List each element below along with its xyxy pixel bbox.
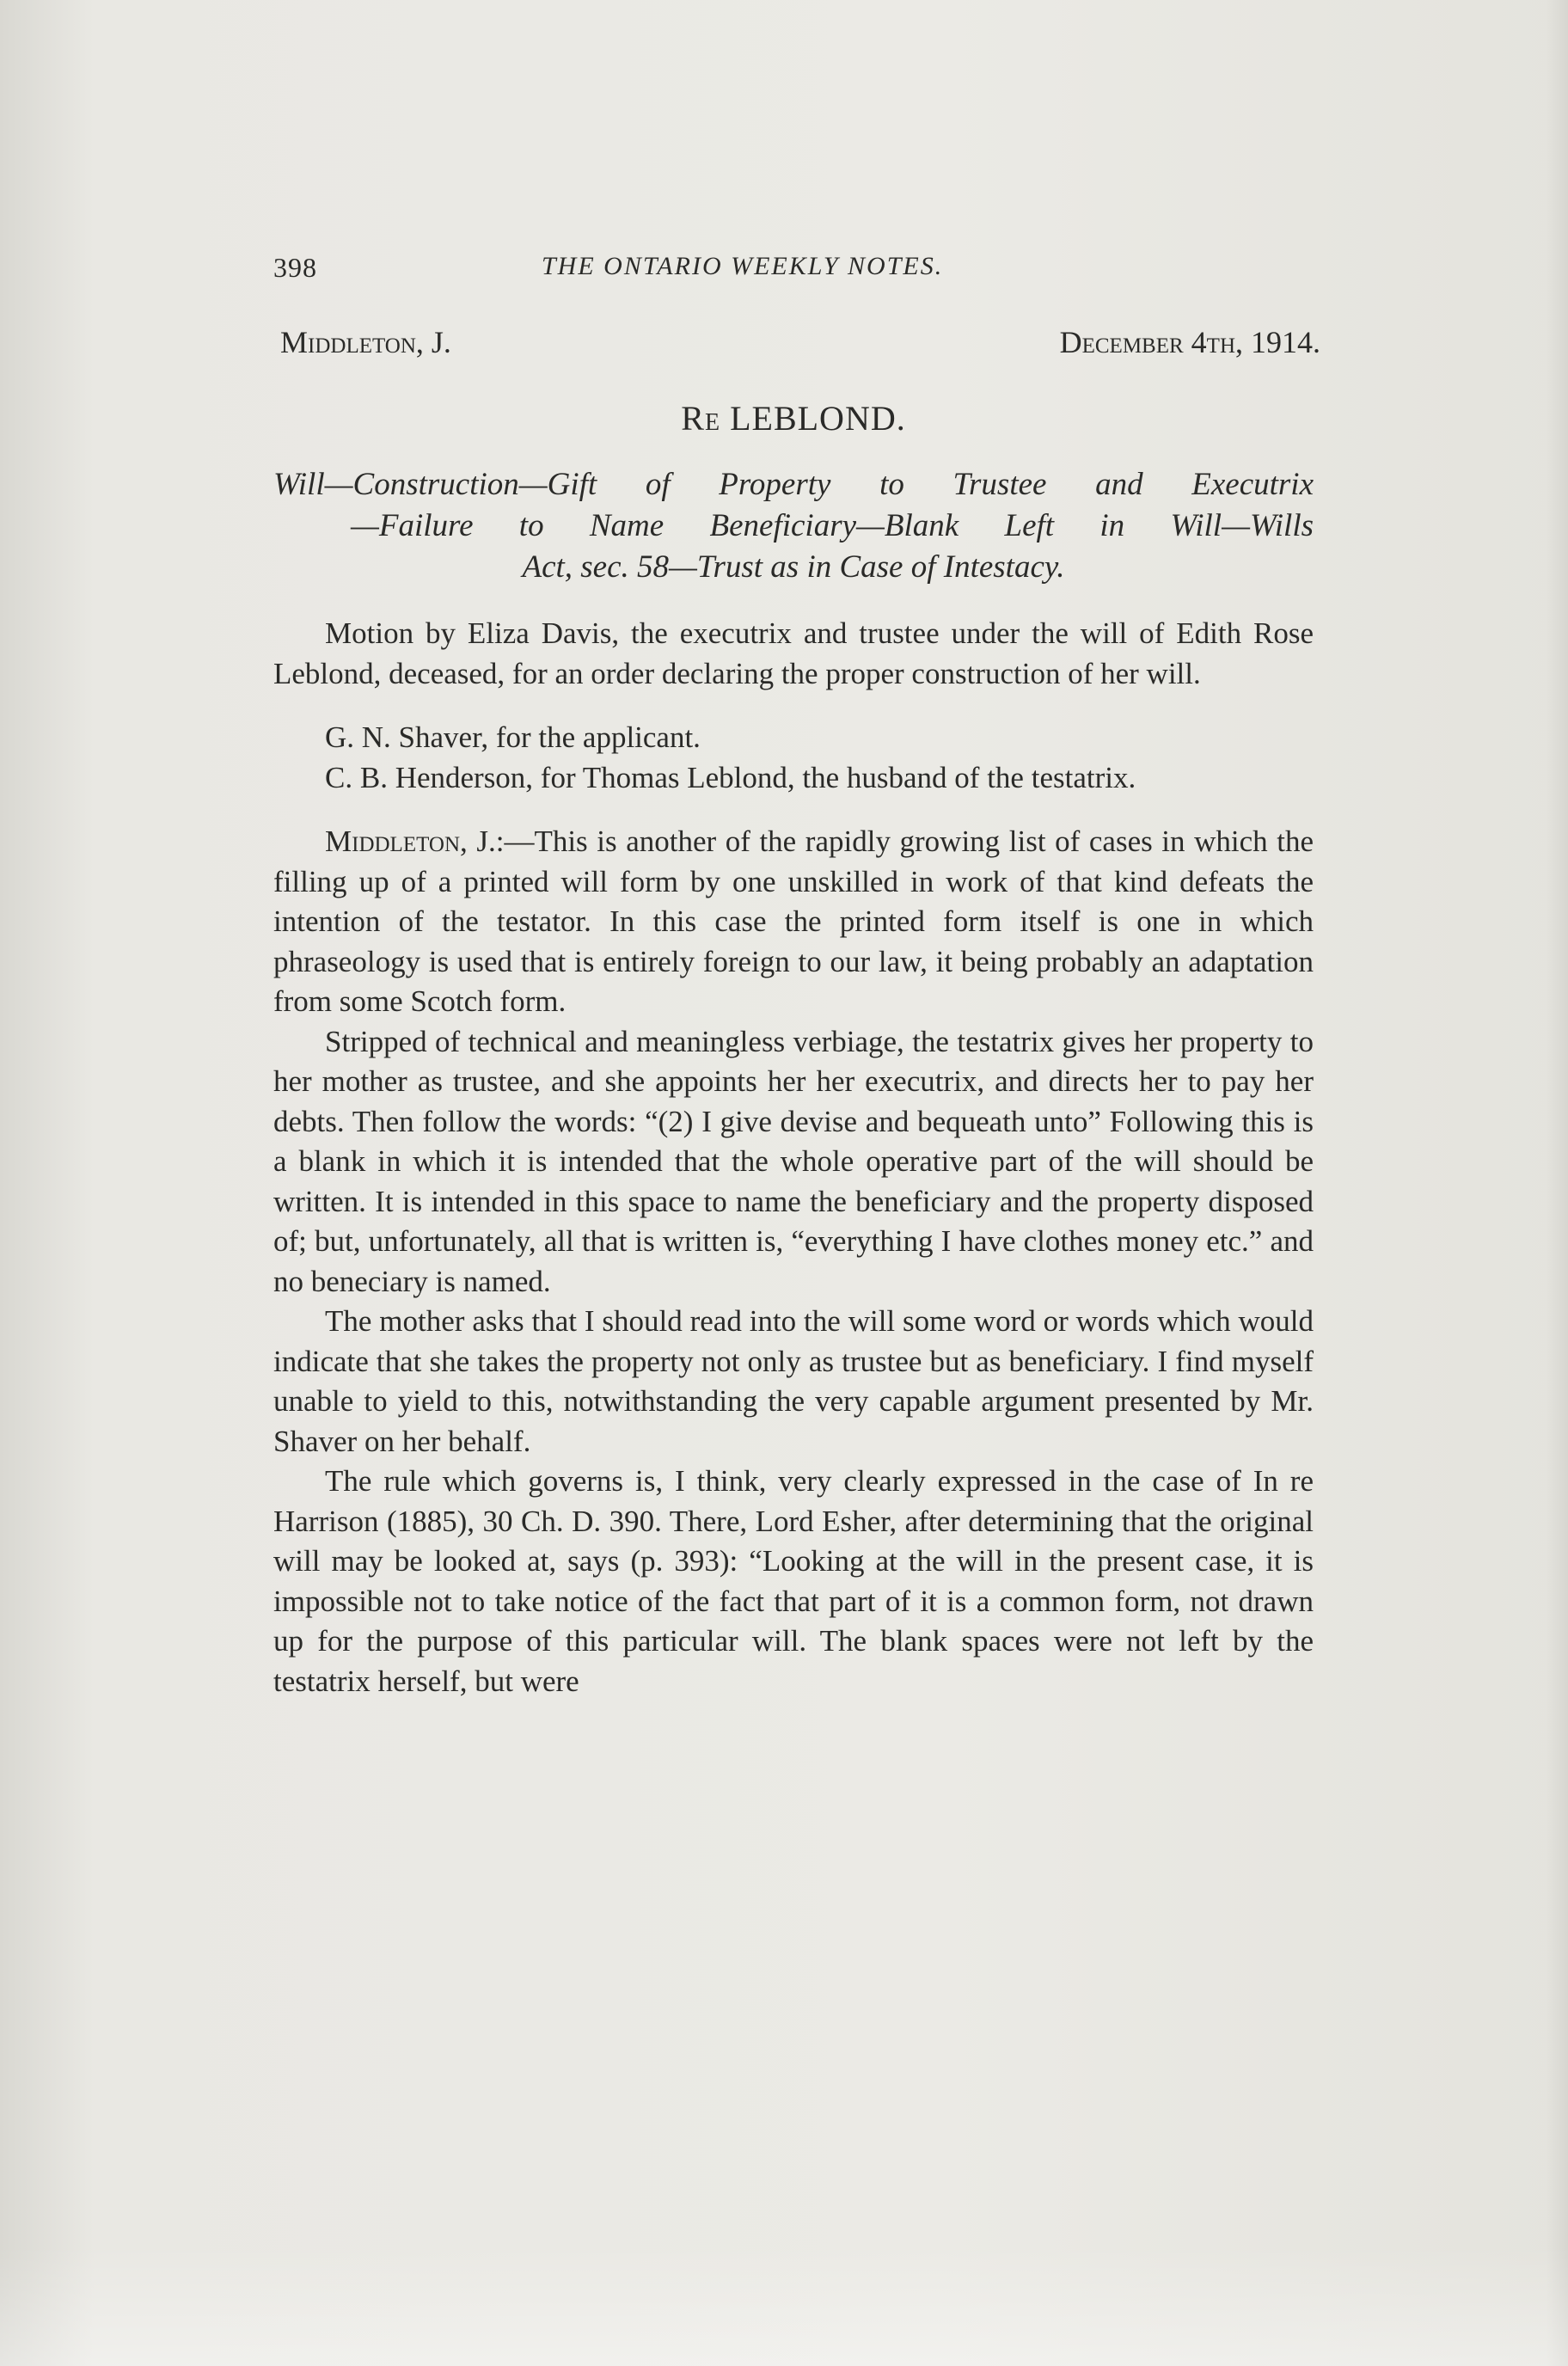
judgment-paragraph-3: The mother asks that I should read into the will some word or words which would indicate that she takes the property not only as trustee but as beneficiary. I find myself unable to yield to this, notwithstanding the very capable argument presented by Mr. Shaver on her behalf. — [273, 1304, 1314, 1458]
judgment-paragraph-1-text: :—This is another of the rapidly growing list of cases in which the filling up of a printed will form by one unskilled in work of that kind defeats the intention of the testator. In this case the printed form itself is one in which phraseology is used that is entirely foreign to our law, it being probably an adaptation from some Scotch form. — [273, 824, 1314, 1018]
page-number: 398 — [273, 252, 317, 283]
judgment-paragraph-4: The rule which governs is, I think, very clearly expressed in the case of In re Harrison (1885), 30 Ch. D. 390. There, Lord Esher, after determining that the original will may be looked at, says (p. 393): “Looking at the will in the present case, it is impossible not to take notice of the fact that part of it is a common form, not drawn up for the purpose of this particular will. The blank spaces were not left by the testatrix herself, but were — [273, 1464, 1314, 1698]
counsel-respondent: C. B. Henderson, for Thomas Leblond, the husband of the testatrix. — [325, 760, 1136, 794]
judge-name: Middleton, J. — [280, 325, 451, 359]
judgment-paragraph-2: Stripped of technical and meaningless verbiage, the testatrix gives her property to her mother as trustee, and she appoints her her executrix, and directs her to pay her debts. Then follow the words: “(2) I give devise and bequeath unto” Following this is a blank in which it is intended that the whole operative part of the will should be written. It is intended in this space to name the beneficiary and the property disposed of; but, unfortunately, all that is written is, “everything I have clothes money etc.” and no beneciary is named. — [273, 1024, 1314, 1298]
page-bottom-fade — [0, 2246, 1568, 2366]
counsel-block — [273, 718, 1314, 798]
judgment-judge-lead: Middleton, J. — [325, 824, 496, 858]
judgment-date: December 4th, 1914. — [1059, 325, 1320, 359]
body-text — [273, 614, 1314, 1701]
headnote-line-2: —Failure to Name Beneficiary—Blank Left in Will—Wills — [351, 508, 1314, 543]
case-title-name: LEBLOND. — [730, 399, 906, 438]
page-content — [273, 245, 1320, 1701]
counsel-applicant: G. N. Shaver, for the applicant. — [325, 720, 701, 754]
page-edge-shadow — [1546, 0, 1568, 2366]
headnote-line-3: Act, sec. 58—Trust as in Case of Intestacy. — [522, 549, 1065, 585]
running-head — [273, 245, 1314, 297]
judgment-paragraph-1 — [273, 822, 1314, 1022]
case-title — [273, 398, 1314, 438]
case-title-prefix: Re — [681, 399, 721, 438]
motion-paragraph: Motion by Eliza Davis, the executrix and trustee under the will of Edith Rose Leblond, deceased, for an order declaring the proper construction of her will. — [273, 616, 1314, 690]
headnote-line-1: Will—Construction—Gift of Property to Trustee and Executrix — [273, 467, 1314, 502]
journal-title: THE ONTARIO WEEKLY NOTES. — [542, 252, 944, 280]
headnote — [273, 464, 1314, 588]
judge-date-line — [273, 324, 1320, 386]
